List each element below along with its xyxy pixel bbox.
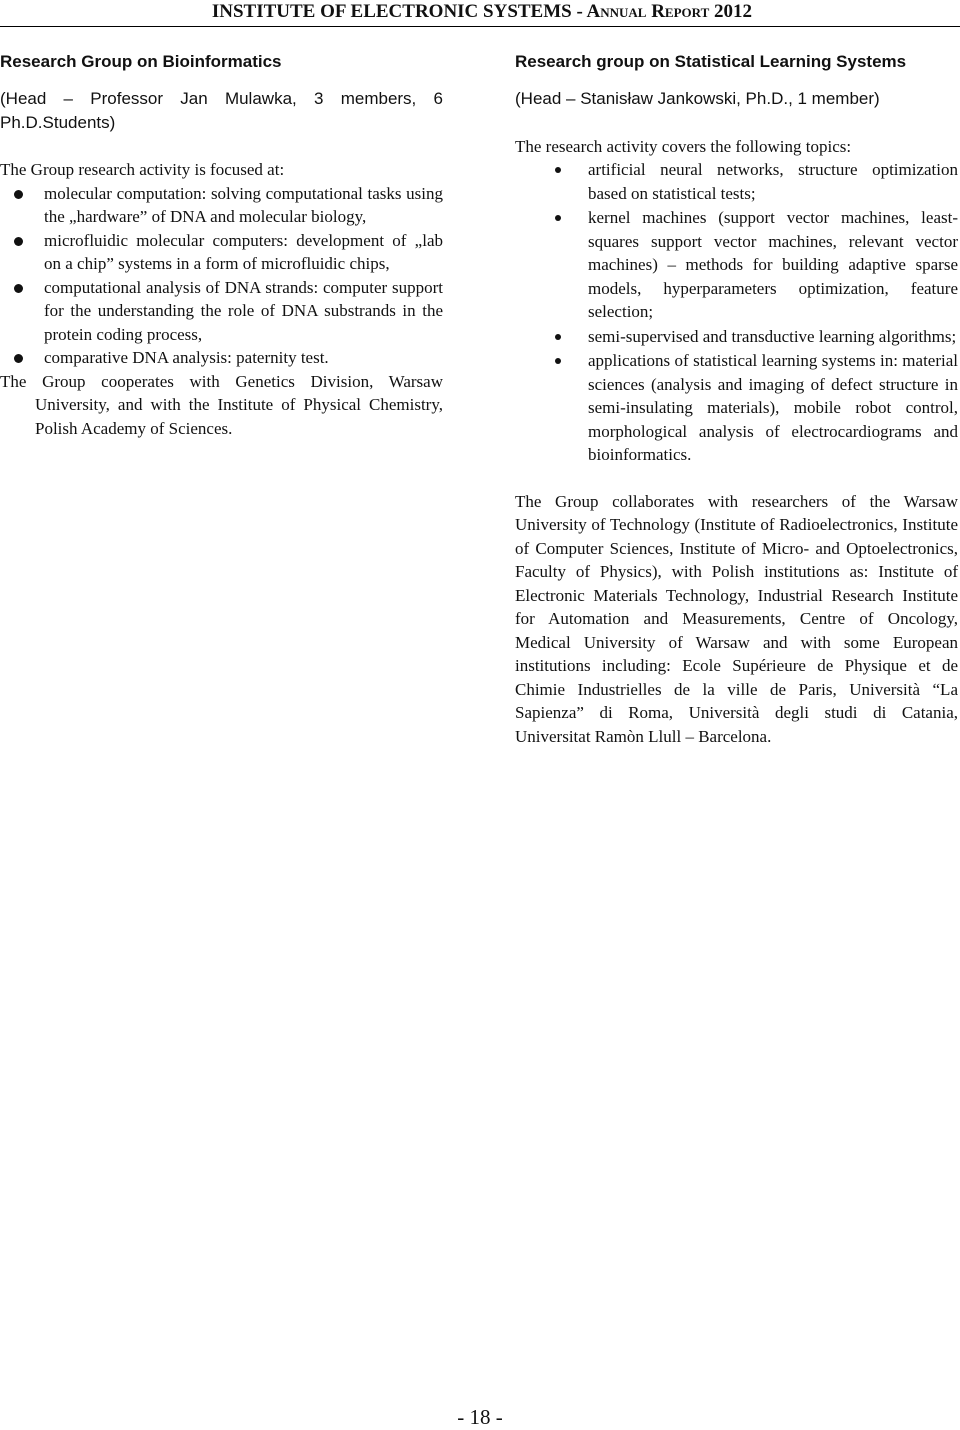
list-item: semi-supervised and transductive learning algorithms; [515, 325, 958, 349]
list-item: kernel machines (support vector machines, least-squares support vector machines, relevant vector machines) – methods for building adaptive sparse models, hyperparameters optimization, feature selection; [515, 206, 958, 324]
statistical-learning-collaboration: The Group collaborates with researchers of the Warsaw University of Technology (Institute of Radioelectronics, Institute of Computer Sciences, Institute of Micro- and Optoelectronics, Faculty of Physics), with Polish institutions as: Institute of Electronic Materials Technology, Industrial Research Institute for Automation and Measurements, Centre of Oncology, Medical University of Warsaw and with some European institutions including: Ecole Supérieure de Physique et de Chimie Industrielles de la ville de Paris, Università “La Sapienza” di Roma, Università degli studi di Catania, Universitat Ramòn Llull – Barcelona. [515, 491, 958, 746]
bioinformatics-title: Research Group on Bioinformatics [0, 52, 282, 71]
list-item: computational analysis of DNA strands: computer support for the understanding the role of DNA substrands in the protein coding process, [0, 276, 443, 347]
statistical-learning-intro: The research activity covers the following topics: [515, 136, 852, 156]
list-item: microfluidic molecular computers: development of „lab on a chip” systems in a form of microfluidic chips, [0, 229, 443, 276]
bioinformatics-head: (Head – Professor Jan Mulawka, 3 members, 6 Ph.D.Students) [0, 89, 443, 132]
bioinformatics-cooperation: The Group cooperates with Genetics Division, Warsaw University, and with the Institute of Physical Chemistry, Polish Academy of Sciences. [0, 371, 443, 438]
list-item: molecular computation: solving computational tasks using the „hardware” of DNA and molecular biology, [0, 182, 443, 229]
page-header [0, 0, 960, 27]
bioinformatics-section [0, 50, 443, 440]
bioinformatics-intro: The Group research activity is focused at: [0, 160, 285, 179]
statistical-learning-topics [515, 158, 958, 467]
page-number: - 18 - [457, 1405, 503, 1429]
report-title: INSTITUTE OF ELECTRONIC SYSTEMS - Annual Report 2012 [211, 1, 752, 22]
statistical-learning-head: (Head – Stanisław Jankowski, Ph.D., 1 member) [515, 89, 880, 108]
bioinformatics-topics [0, 182, 443, 370]
list-item: comparative DNA analysis: paternity test. [0, 346, 443, 370]
statistical-learning-section [515, 50, 958, 748]
list-item: artificial neural networks, structure optimization based on statistical tests; [515, 158, 958, 205]
statistical-learning-title: Research group on Statistical Learning Systems [515, 52, 907, 71]
list-item: applications of statistical learning systems in: material sciences (analysis and imaging of defect structure in semi-insulating materials), mobile robot control, morphological analysis of electrocardiograms and bioinformatics. [515, 349, 958, 467]
